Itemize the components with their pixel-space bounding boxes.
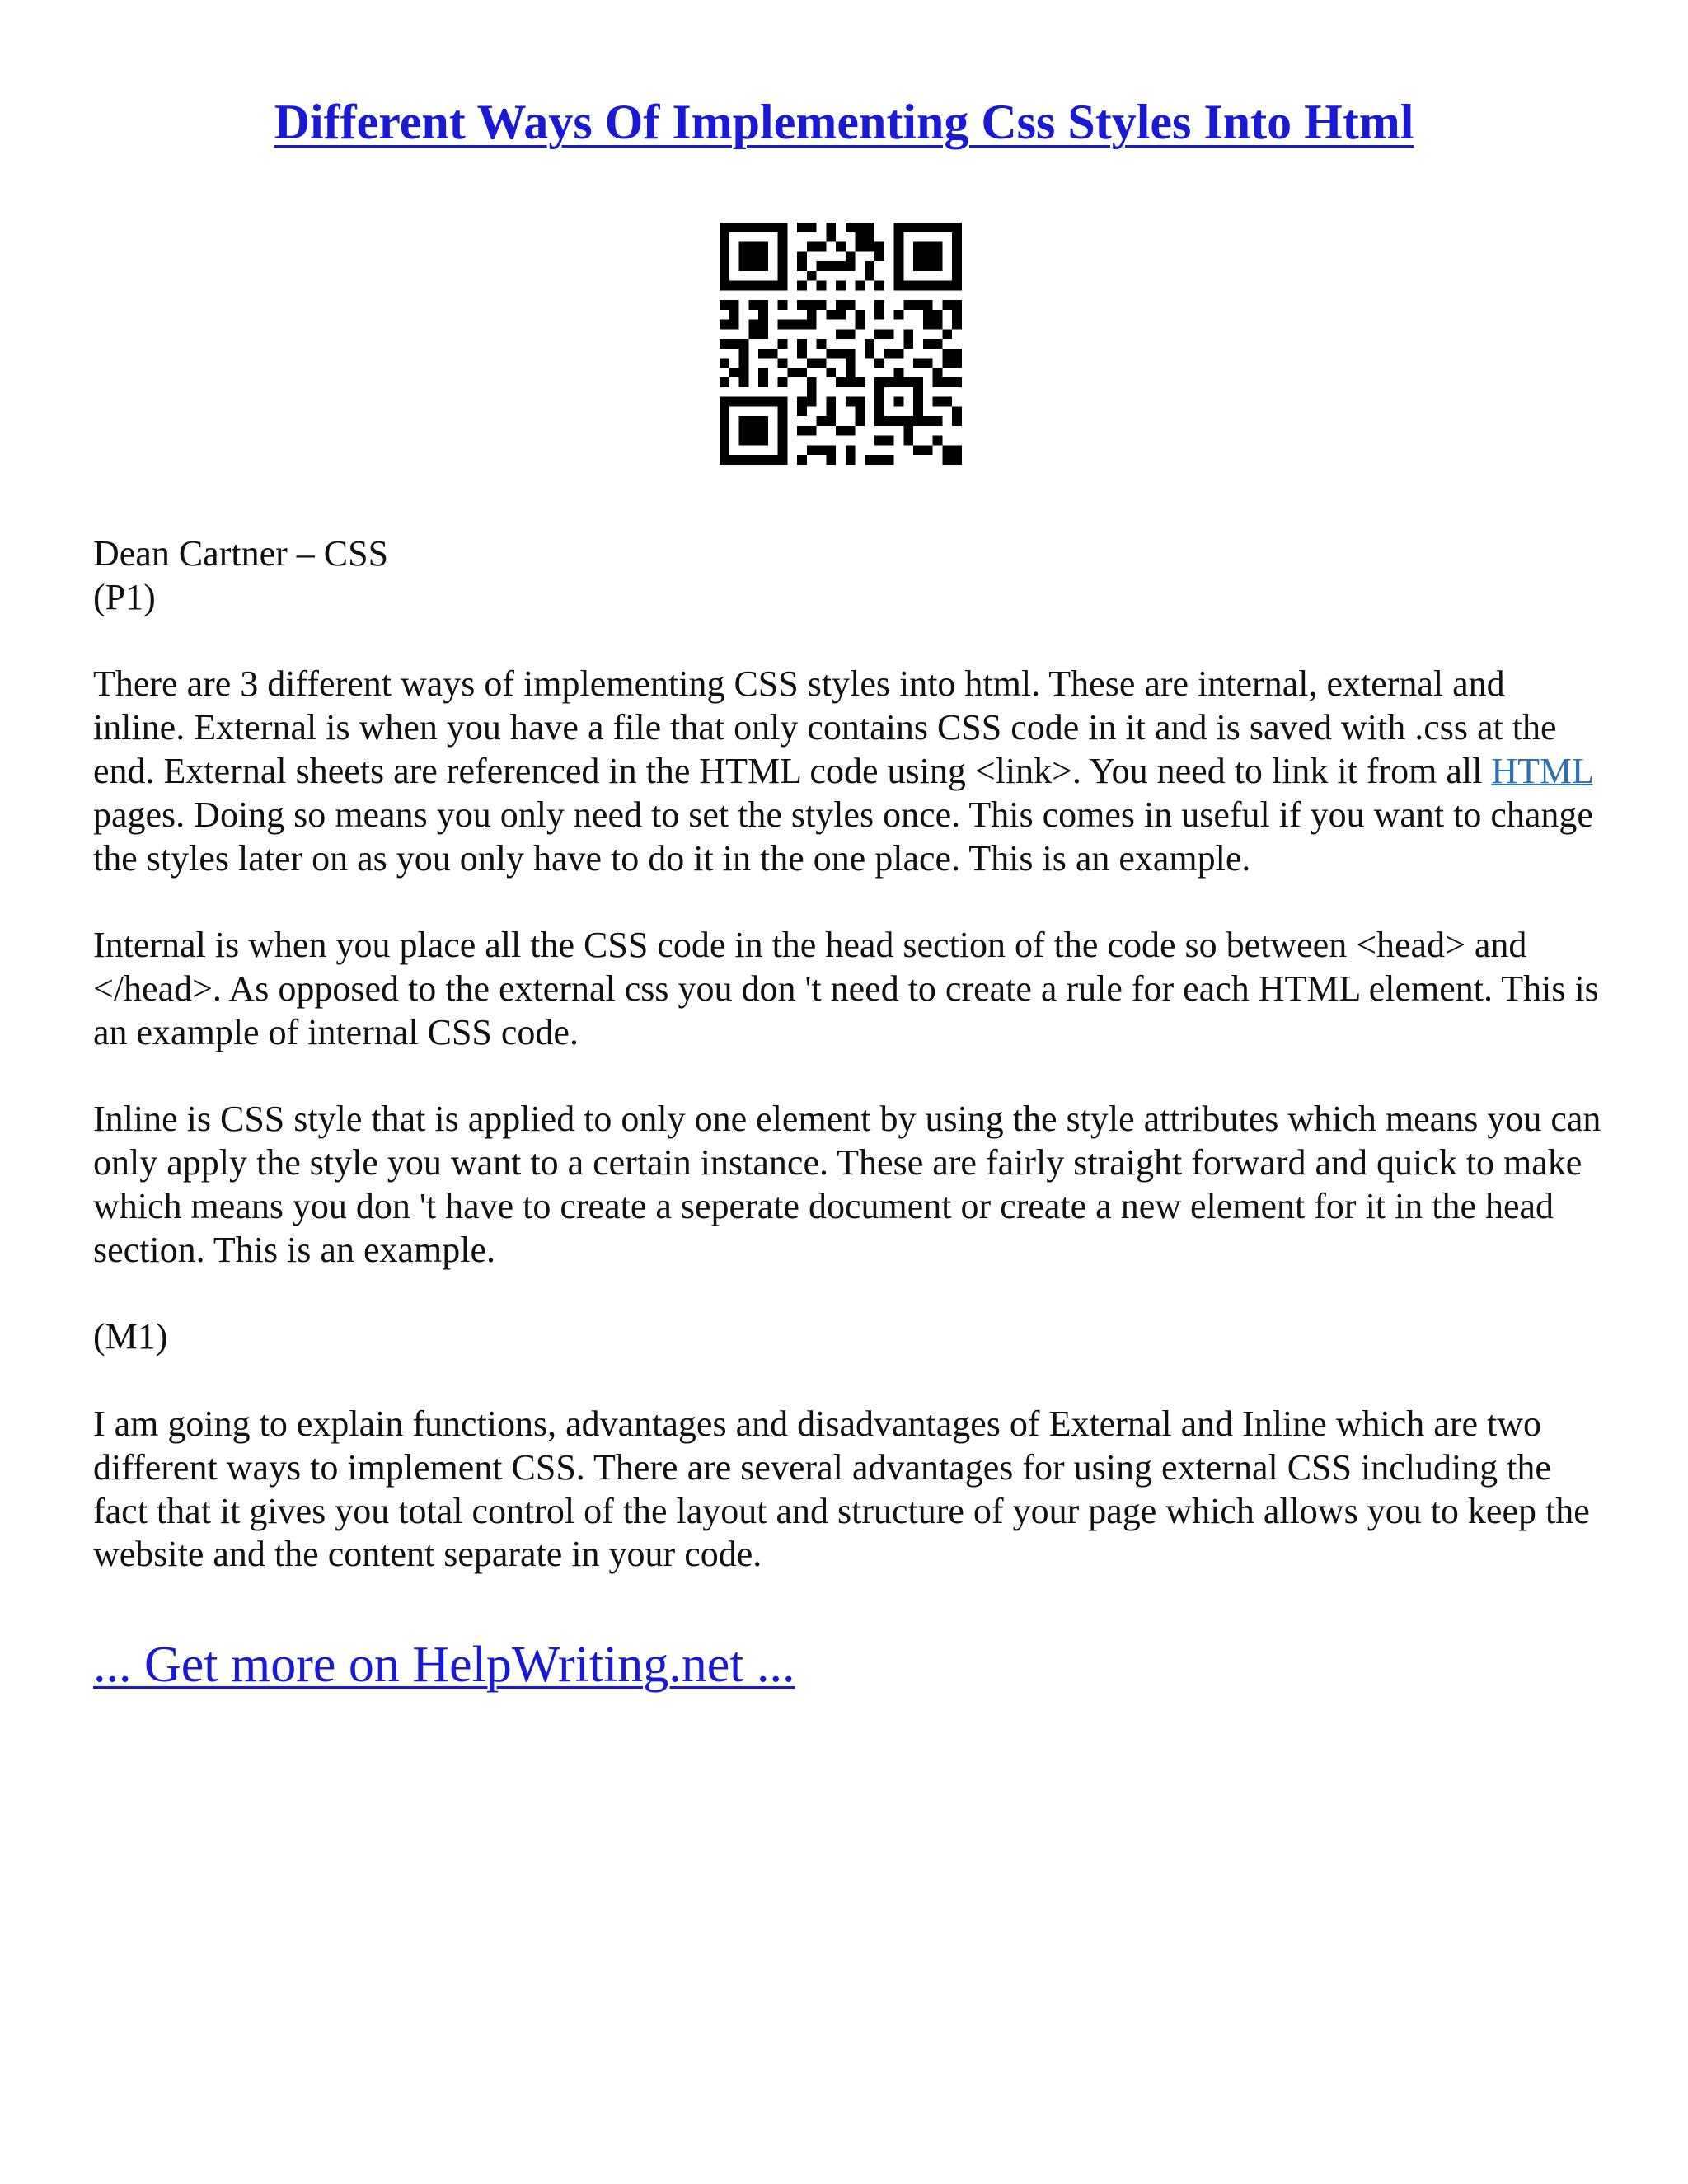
document-body	[93, 532, 1601, 1698]
paragraph-1-tail: pages. Doing so means you only need to set the styles once. This comes in useful if you want to change the styles later on as you only have to do it in the one place. This is an example.	[93, 794, 1593, 879]
paragraph-2: Internal is when you place all the CSS code in the head section of the code so between <head> and </head>. As opposed to the external css you don 't need to create a rule for each HTML element. This is an example of internal CSS code.	[93, 925, 1599, 1052]
paragraph-3: Inline is CSS style that is applied to only one element by using the style attributes which means you can only apply the style you want to a certain instance. These are fairly straight forward and quick to make which means you don 't have to create a seperate document or create a new element for it in the head section. This is an example.	[93, 1099, 1601, 1270]
paragraph-4: I am going to explain functions, advantages and disadvantages of External and Inline which are two different ways to implement CSS. There are several advantages for using external CSS including the fact that it gives you total control of the layout and structure of your page which allows you to keep the website and the content separate in your code.	[93, 1403, 1590, 1575]
author-line: Dean Cartner – CSS	[93, 533, 389, 574]
paragraph-1-lead: There are 3 different ways of implementing CSS styles into html. These are internal, external and inline. External is when you have a file that only contains CSS code in it and is saved with .css at the end. External sheets are referenced in the HTML code using <link>. You need to link it from all	[93, 663, 1557, 791]
qr-code-image	[720, 223, 962, 465]
section-label-p1: (P1)	[93, 576, 156, 617]
get-more-link[interactable]: ... Get more on HelpWriting.net ...	[93, 1636, 795, 1693]
paragraph-1	[93, 663, 1601, 880]
section-label-m1: (M1)	[93, 1316, 168, 1357]
html-inline-link[interactable]: HTML	[1491, 750, 1593, 791]
document-title-link[interactable]: Different Ways Of Implementing Css Styles Into Html	[274, 95, 1414, 149]
author-block	[93, 532, 1601, 620]
